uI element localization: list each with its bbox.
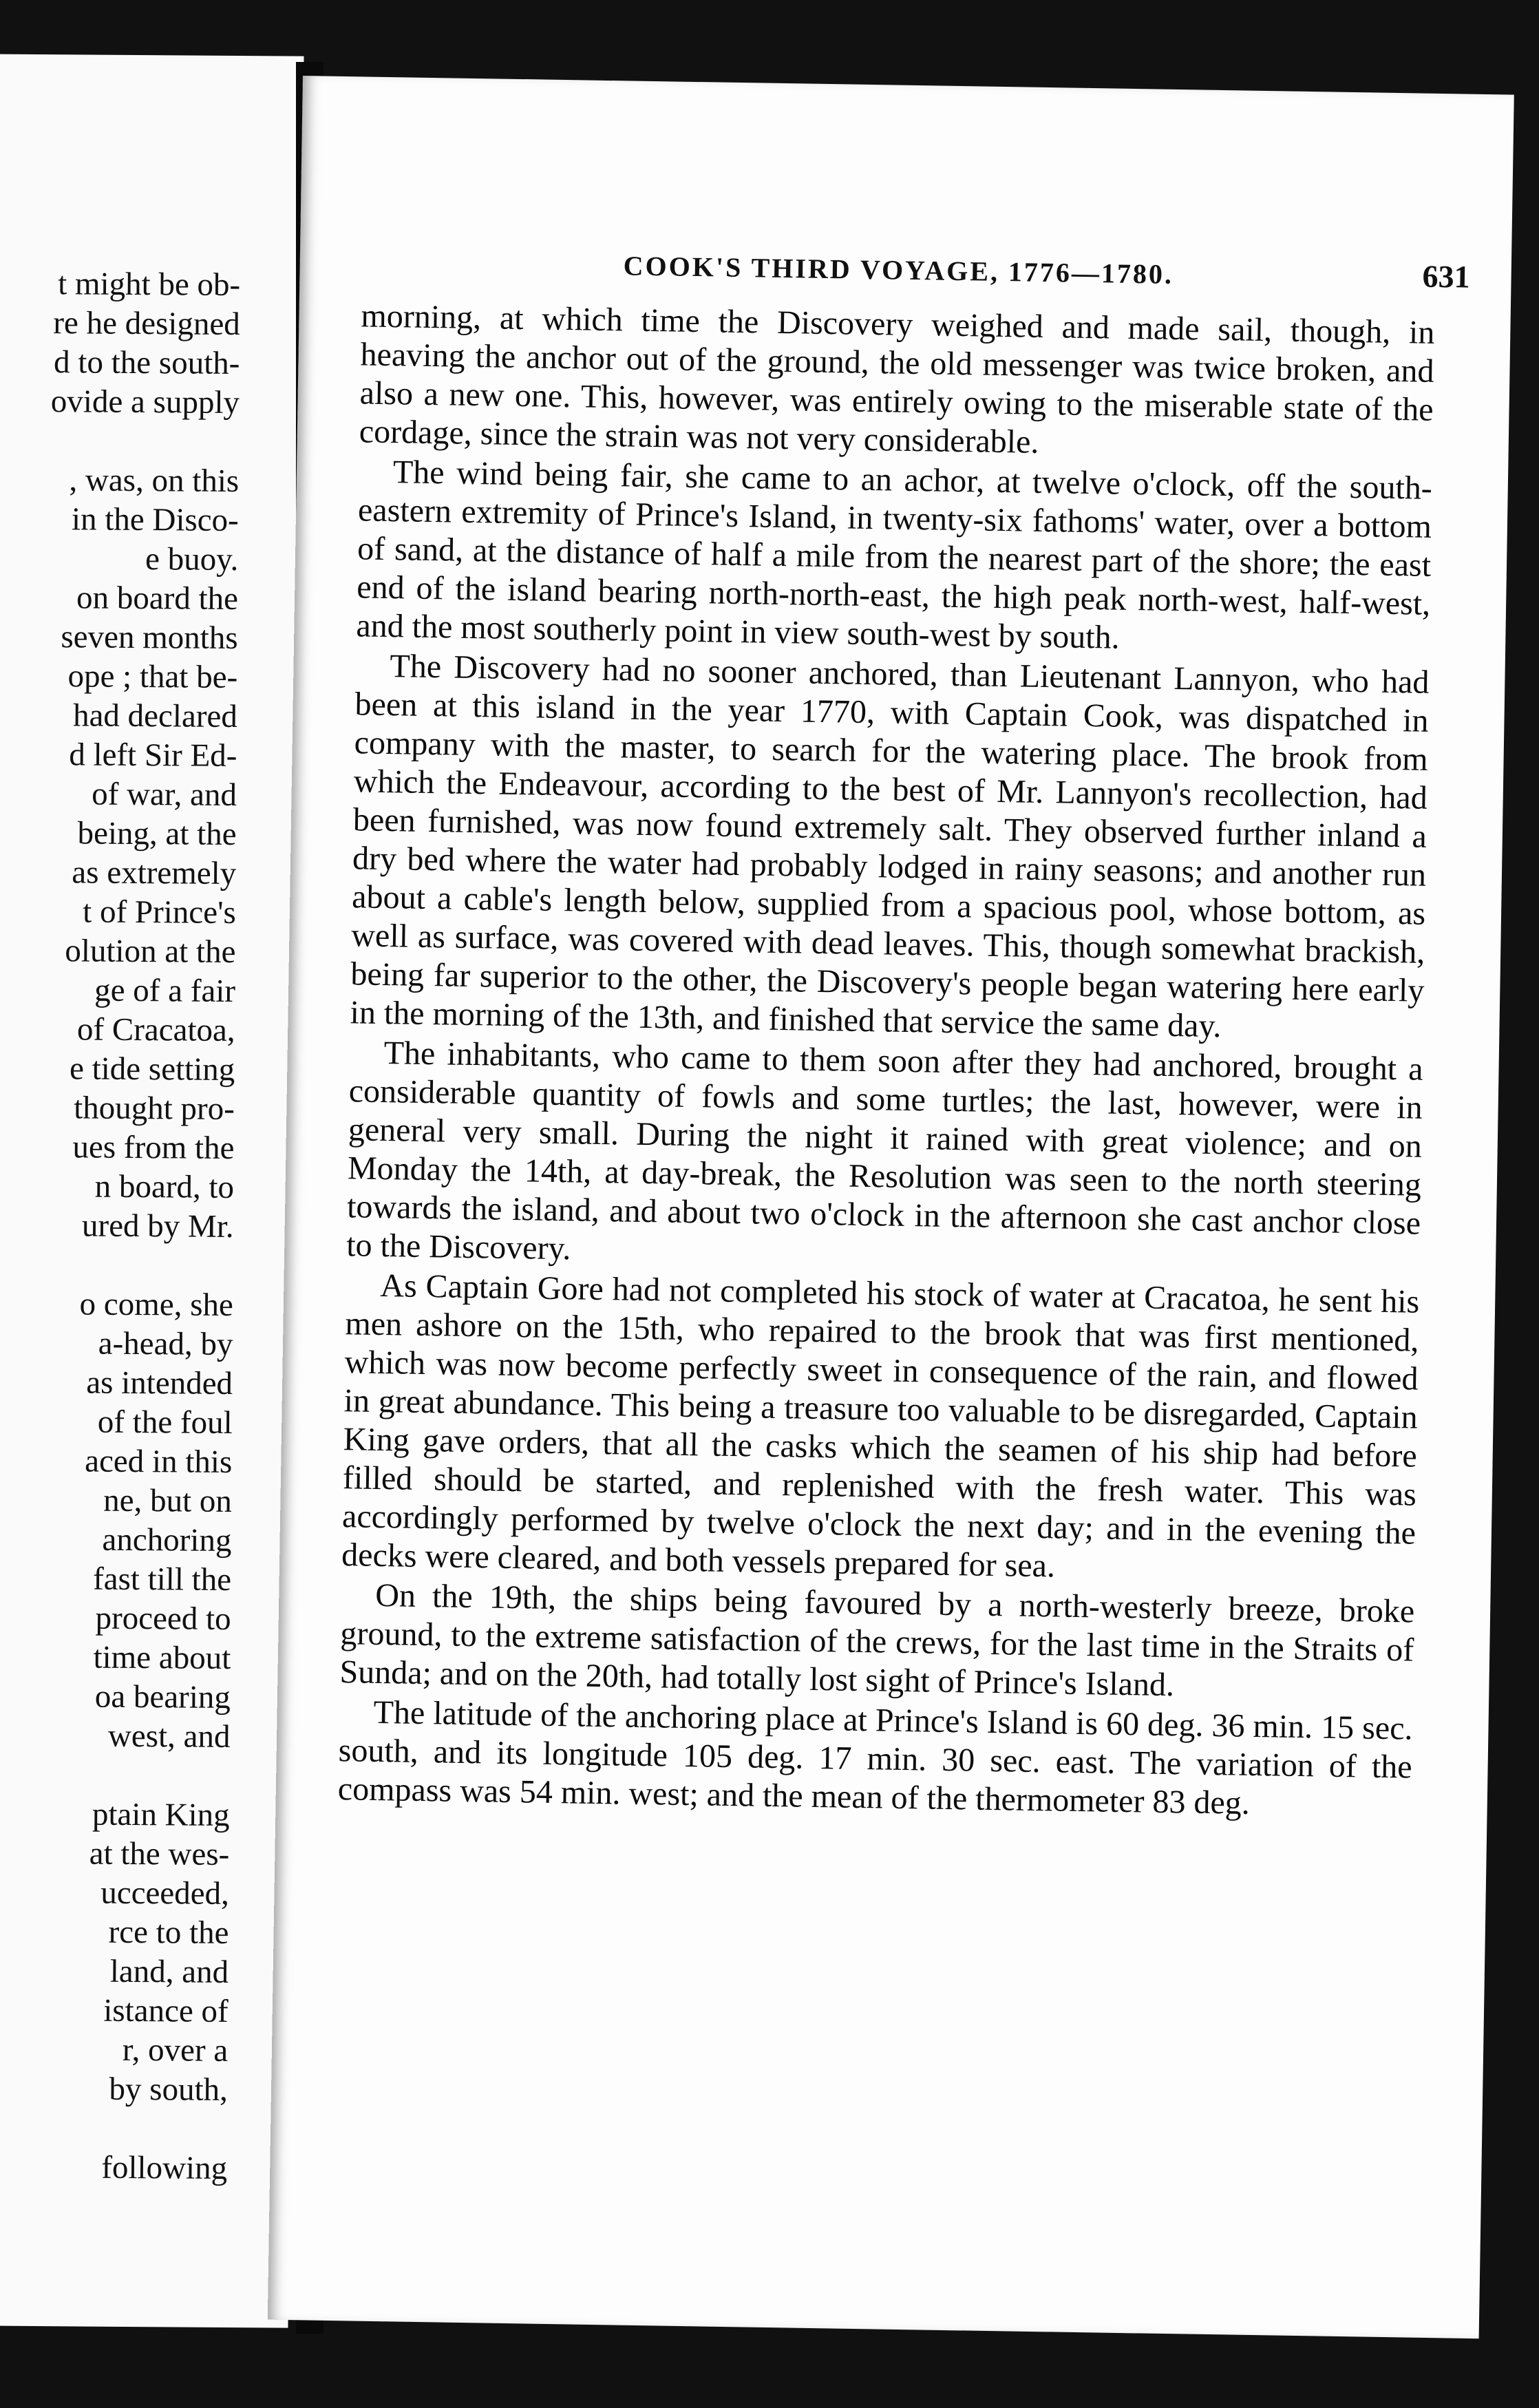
line-gap <box>50 421 240 462</box>
running-title: COOK'S THIRD VOYAGE, 1776—1780. <box>623 250 1174 290</box>
left-page-line: a-head, by <box>98 1325 233 1363</box>
left-page-line: had declared <box>72 697 237 735</box>
left-page-line: proceed to <box>95 1600 231 1637</box>
left-page-line: ovide a supply <box>50 383 240 421</box>
paragraph: The latitude of the anchoring place at Prince's Island is 60 deg. 36 min. 15 sec. south, and its longitude 105 deg. 17 min. 30 sec. east. The variation of the compass was 54 min. west; and the mean of the thermometer 83 deg. <box>337 1693 1413 1821</box>
left-page-line: anchoring <box>102 1521 232 1559</box>
left-page-line: ues from the <box>72 1129 235 1167</box>
paragraph: The inhabitants, who came to them soon after they had anchored, brought a considerable quantity of fowls and some turtles; the last, however, were in general very small. During the night it rained with great violence; and on Monday the 14th, at day-break, the Resolution was seen to the north steering towards the island, and about two o'clock in the afternoon she cast anchor close to the Discovery. <box>346 1035 1423 1267</box>
left-page-line: , was, on this <box>69 462 240 500</box>
paragraph: On the 19th, the ships being favoured by a north-westerly breeze, broke ground, to the extreme satisfaction of the crews, for the last time in the Straits of Sunda; and on the 20th, had totally lost sight of Prince's Island. <box>339 1576 1415 1704</box>
left-page-line: d to the south- <box>53 344 240 382</box>
left-page-line: land, and <box>109 1953 229 1990</box>
left-page-line: r, over a <box>122 2031 229 2069</box>
left-page-line: on board the <box>76 580 239 617</box>
left-page-line: n board, to <box>94 1168 235 1206</box>
paragraph: The Discovery had no sooner anchored, than Lieutenant Lannyon, who had been at this island in the year 1770, with Captain Cook, was dispatched in company with the master, to search for the watering place. The brook from which the Endeavour, according to the best of Mr. Lannyon's recollection, had been furnished, was now found extremely salt. They observed further inland a dry bed where the water had probably lodged in rainy seasons; and another run about a cable's length below, supplied from a spacious pool, whose bottom, as well as surface, was covered with dead leaves. This, though somewhat brackish, being far superior to the other, the Discovery's people began watering here early in the morning of the 13th, and finished that service the same day. <box>350 648 1430 1045</box>
left-page-line: west, and <box>107 1718 231 1755</box>
left-page-line: fast till the <box>92 1561 232 1598</box>
left-page-line: ured by Mr. <box>81 1207 234 1245</box>
left-page-line: e tide setting <box>69 1050 235 1088</box>
left-page-line: ge of a fair <box>94 972 236 1010</box>
left-page-line: d left Sir Ed- <box>69 737 237 774</box>
line-gap <box>41 1755 231 1796</box>
left-page-line: at the wes- <box>89 1835 230 1872</box>
body-text <box>337 297 1434 1825</box>
running-head <box>361 245 1491 304</box>
left-page-line: of war, and <box>91 776 237 814</box>
left-page-line: as intended <box>86 1364 233 1402</box>
left-page-line: rce to the <box>108 1914 229 1951</box>
left-page-text <box>39 264 241 2188</box>
left-page-line: oa bearing <box>94 1678 231 1715</box>
left-page-line: t of Prince's <box>83 894 237 931</box>
right-page <box>268 76 1514 2338</box>
line-gap <box>39 2109 228 2149</box>
left-page-line: ope ; that be- <box>67 658 238 696</box>
paragraph: As Captain Gore had not completed his stock of water at Cracatoa, he sent his men ashore on the 15th, who repaired to the brook that was first mentioned, which was now become perfectly sweet in consequence of the rain, and flowed in great abundance. This being a treasure too valuable to be disregarded, Captain King gave orders, that all the casks which the seamen of his ship had before filled should be started, and replenished with the fresh water. This was accordingly performed by twelve o'clock the next day; and in the evening the decks were cleared, and both vessels prepared for sea. <box>341 1267 1420 1585</box>
left-page-line: e buoy. <box>145 541 239 578</box>
left-page-line: time about <box>93 1639 231 1676</box>
left-page-line: following <box>101 2149 228 2186</box>
left-page-line: in the Disco- <box>71 501 239 539</box>
left-page-line: being, at the <box>77 815 237 853</box>
left-page-line: ne, but on <box>103 1482 233 1520</box>
left-page-line: of the foul <box>97 1404 233 1441</box>
left-page <box>0 54 304 2327</box>
left-page-line: re he designed <box>53 305 240 343</box>
page-number: 631 <box>1422 258 1471 295</box>
left-page-line: o come, she <box>79 1286 234 1324</box>
left-page-line: t might be ob- <box>58 266 241 304</box>
left-page-line: ptain King <box>92 1796 230 1833</box>
left-page-line: seven months <box>61 619 238 657</box>
left-page-line: thought pro- <box>73 1090 235 1128</box>
left-page-line: istance of <box>103 1992 229 2029</box>
left-page-line: of Cracatoa, <box>76 1011 235 1049</box>
left-page-line: aced in this <box>85 1443 233 1481</box>
left-page-line: as extremely <box>72 854 237 892</box>
line-gap <box>45 1245 234 1286</box>
left-page-line: ucceeded, <box>100 1874 230 1912</box>
left-page-line: olution at the <box>65 933 236 971</box>
paragraph: The wind being fair, she came to an achor, at twelve o'clock, off the south-eastern extremity of Prince's Island, in twenty-six fathoms' water, over a bottom of sand, at the distance of half a mile from the nearest part of the shore; the east end of the island bearing north-north-east, the high peak north-west, half-west, and the most southerly point in view south-west by south. <box>356 454 1433 656</box>
left-page-line: by south, <box>109 2071 229 2108</box>
paragraph: morning, at which time the Discovery weighed and made sail, though, in heaving the anchor out of the ground, the old messenger was twice broken, and also a new one. This, however, was entirely owing to the miserable state of the cordage, since the strain was not very considerable. <box>359 297 1435 461</box>
